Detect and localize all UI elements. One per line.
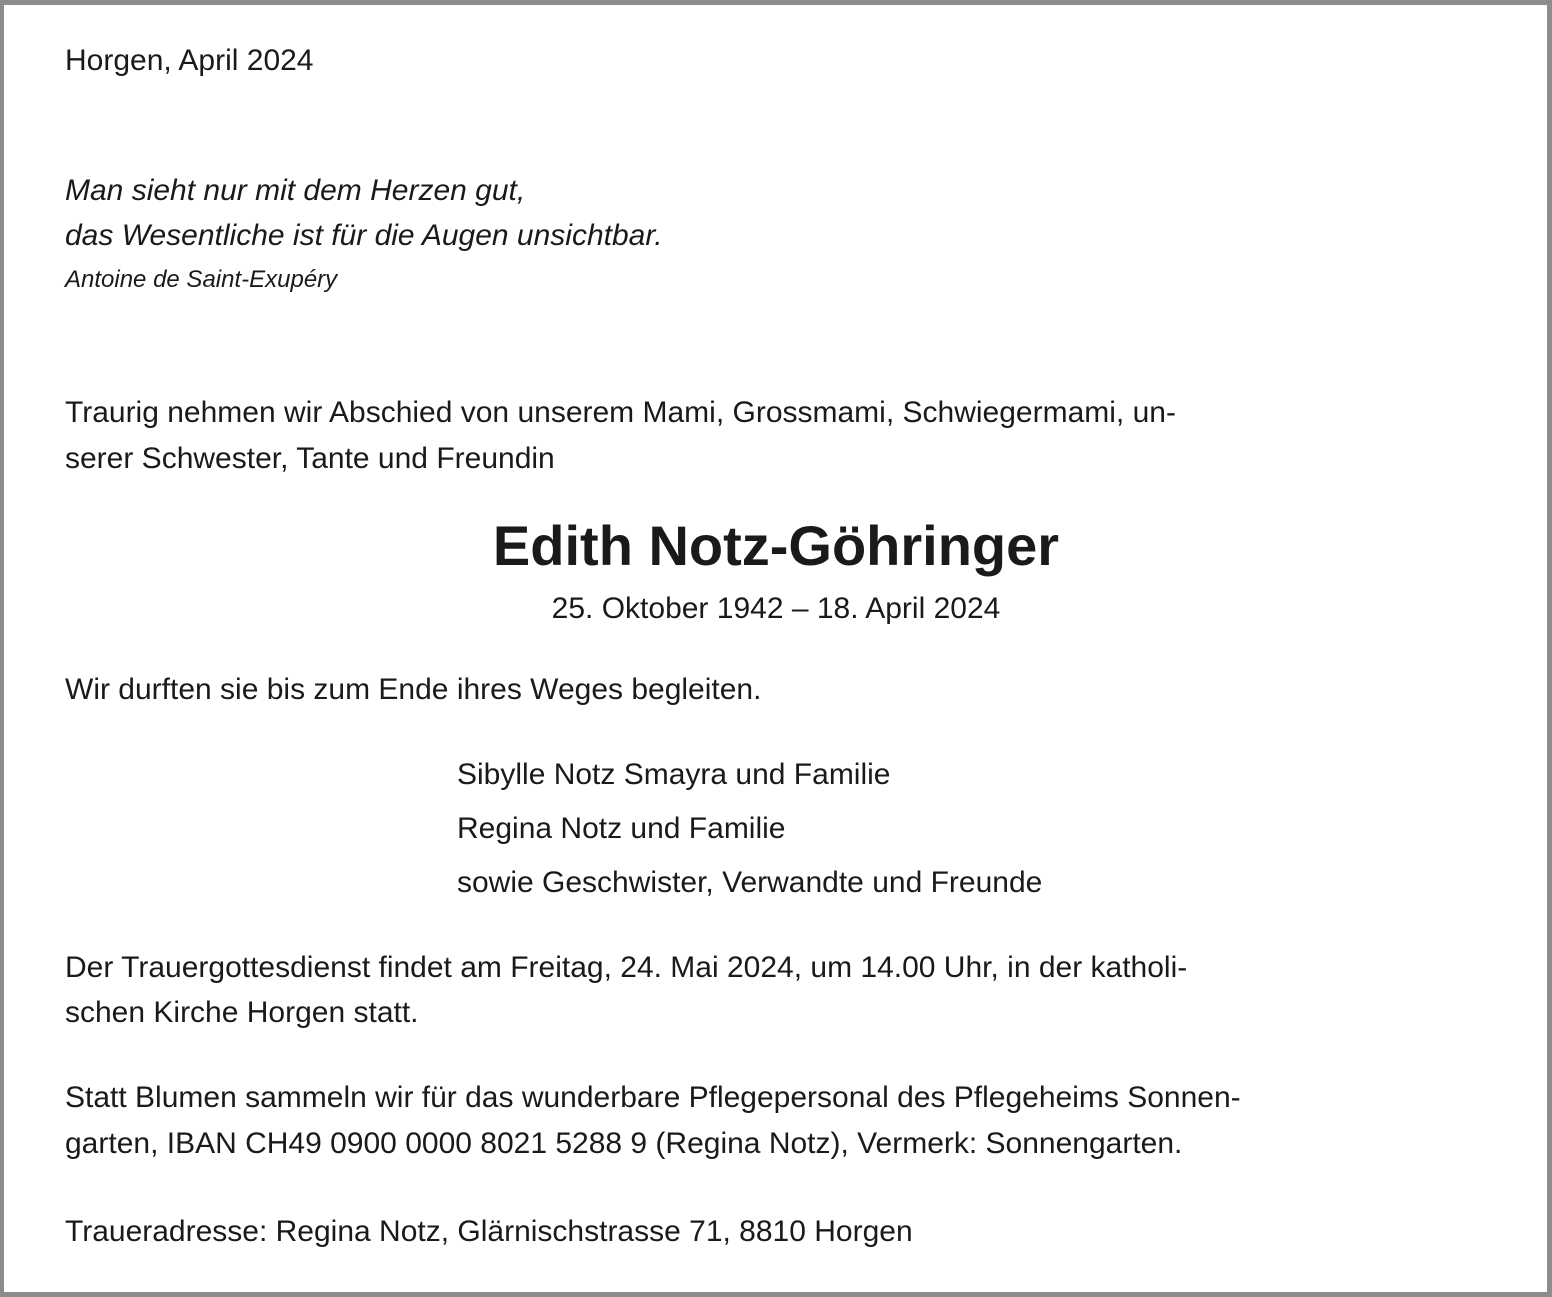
donation-line-1: Statt Blumen sammeln wir für das wunderbare Pflegepersonal des Pflegeheims Sonnen- [65, 1081, 1241, 1114]
service-line-2: schen Kirche Horgen statt. [65, 996, 419, 1029]
place-date: Horgen, April 2024 [65, 44, 314, 77]
mourning-address: Traueradresse: Regina Notz, Glärnischstrasse 71, 8810 Horgen [65, 1215, 913, 1248]
intro-line-1: Traurig nehmen wir Abschied von unserem Mami, Grossmami, Schwiegermami, un- [65, 396, 1176, 429]
deceased-dates: 25. Oktober 1942 – 18. April 2024 [551, 592, 1001, 625]
service-line-1: Der Trauergottesdienst findet am Freitag, 24. Mai 2024, um 14.00 Uhr, in der katholi- [65, 951, 1188, 984]
mourner-line-3: sowie Geschwister, Verwandte und Freunde [457, 866, 1043, 899]
mourner-line-1: Sibylle Notz Smayra und Familie [457, 758, 891, 791]
intro-line-2: serer Schwester, Tante und Freundin [65, 442, 555, 475]
accompany-text: Wir durften sie bis zum Ende ihres Weges begleiten. [65, 673, 762, 706]
donation-line-2: garten, IBAN CH49 0900 0000 8021 5288 9 (Regina Notz), Vermerk: Sonnengarten. [65, 1127, 1183, 1160]
mourner-line-2: Regina Notz und Familie [457, 812, 786, 845]
quote-line-1: Man sieht nur mit dem Herzen gut, [65, 174, 526, 207]
deceased-name: Edith Notz-Göhringer [492, 514, 1060, 577]
quote-author: Antoine de Saint-Exupéry [65, 266, 338, 293]
quote-line-2: das Wesentliche ist für die Augen unsichtbar. [65, 219, 663, 252]
